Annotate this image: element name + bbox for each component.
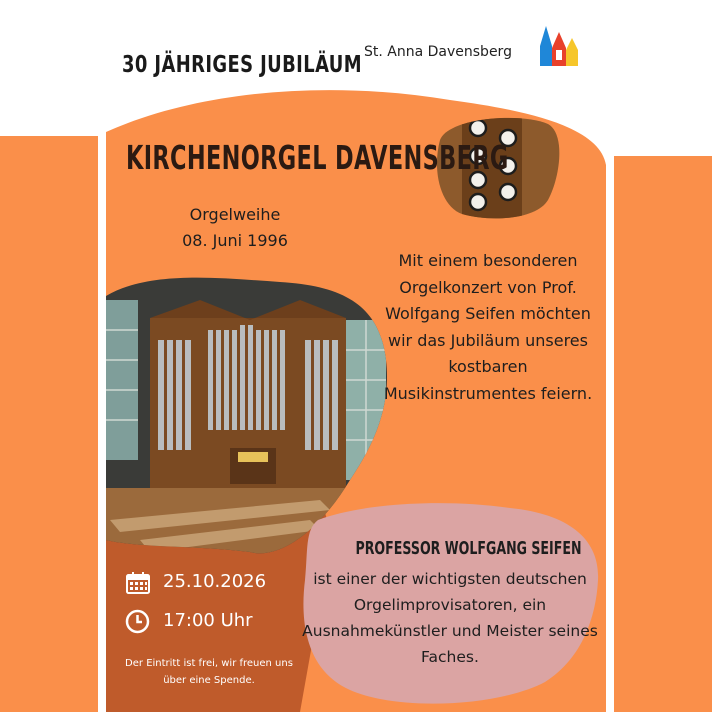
church-logo-icon (538, 24, 580, 66)
professor-name: PROFESSOR WOLFGANG SEIFEN (355, 538, 582, 559)
event-date: 25.10.2026 (163, 571, 267, 592)
intro-text: Mit einem besonderen Orgelkonzert von Prof. Wolfgang Seifen möchten wir das Jubiläum unseres kostbaren Musikinstrumentes feiern. (383, 251, 593, 403)
admission-note: Der Eintritt ist frei, wir freuen uns über eine Spende. (125, 658, 293, 686)
inauguration-date: 08. Juni 1996 (182, 231, 288, 250)
inauguration-label: Orgelweihe (189, 205, 281, 224)
event-time: 17:00 Uhr (163, 610, 253, 631)
parish-name: St. Anna Davensberg (364, 44, 512, 60)
inauguration-info (140, 202, 330, 254)
calendar-icon (126, 572, 150, 594)
clock-icon (125, 609, 150, 634)
jubilee-heading: 30 JÄHRIGES JUBILÄUM (122, 52, 362, 78)
right-orange-strip (614, 156, 712, 712)
left-orange-strip (0, 136, 98, 712)
main-title: KIRCHENORGEL DAVENSBERG (126, 138, 509, 177)
professor-description: ist einer der wichtigsten deutschen Orgelimprovisatoren, ein Ausnahmekünstler und Meister seines Faches. (302, 570, 598, 666)
